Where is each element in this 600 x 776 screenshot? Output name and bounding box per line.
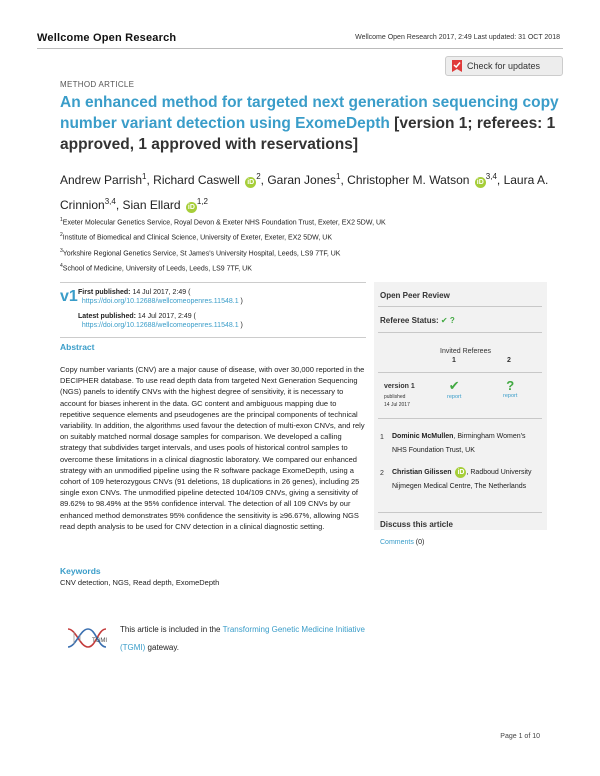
gateway-link[interactable]: Transforming Genetic Medicine Initiative (TGMI): [120, 625, 366, 652]
first-published: First published: 14 Jul 2017, 2:49 ( https://doi.org/10.12688/wellcomeopenres.11548.1 ): [78, 289, 243, 305]
tgmi-logo-icon[interactable]: [66, 623, 112, 653]
title-main: An enhanced method for targeted next generation sequencing copy number variant detection using ExomeDepth: [60, 94, 559, 132]
affiliations: [60, 214, 510, 275]
author-sup: 2: [256, 172, 261, 181]
comments-link[interactable]: Comments: [380, 539, 414, 546]
journal-brand: Wellcome Open Research: [37, 32, 177, 44]
pub-bottom-divider: [60, 337, 366, 338]
referee-number: 2: [380, 470, 384, 477]
keywords-heading: Keywords: [60, 566, 101, 576]
keywords-text: CNV detection, NGS, Read depth, ExomeDepth: [60, 578, 220, 587]
affiliation: $^1$Exeter Molecular Genetics Service, Royal Devon & Exeter NHS Foundation Trust, Exeter, EX2 5DW, UK: [60, 217, 386, 227]
reservations-icon: ?: [449, 316, 455, 325]
crossmark-icon: [452, 60, 462, 72]
report-1[interactable]: [447, 378, 461, 400]
author-name[interactable]: Richard Caswell: [153, 173, 240, 187]
version-row-label: version 1: [384, 383, 415, 390]
author-name[interactable]: Andrew Parrish: [60, 173, 143, 187]
orcid-icon[interactable]: iD: [457, 469, 465, 476]
author-sup: 1: [336, 172, 341, 181]
affiliation: $^2$Institute of Biomedical and Clinical Science, University of Exeter, Exeter, EX2 5DW, UK: [60, 232, 333, 242]
referee-name[interactable]: Dominic McMullen: [392, 433, 454, 440]
referee-entry: Dominic McMullen, Birmingham Women's NHS Foundation Trust, UK: [392, 433, 526, 454]
approved-check-icon: ✔: [448, 378, 460, 393]
author-name[interactable]: Garan Jones: [267, 173, 337, 187]
author-list: Andrew Parrish$^1$, Richard Caswell $iD^2$, Garan Jones$^1$, Christopher M. Watson iD$^{3,4}$, Laura A. Crinnion$^{3,4}$, Sian Ellard iD$^{1,2}$: [60, 172, 549, 212]
comments-count: (0): [413, 539, 425, 546]
orcid-icon[interactable]: iD: [476, 179, 484, 186]
latest-published: Latest published: 14 Jul 2017, 2:49 ( https://doi.org/10.12688/wellcomeopenres.11548.1 ): [78, 313, 243, 329]
panel-divider: [378, 306, 542, 307]
affiliation: $^4$School of Medicine, University of Leeds, Leeds, LS9 7TF, UK: [60, 262, 252, 273]
referee-status: Referee Status: ✔ ?: [380, 316, 455, 325]
author-sup: 3,4: [104, 197, 116, 206]
abstract-text: Copy number variants (CNV) are a major cause of disease, with over 30,000 reported in the DECIPHER database. To use read depth data from targeted Next Generation Sequencing (NGS) panels to identify CNVs with the highest degree of sensitivity, it is necessary to account for biases inherent in the data. GC content and ambiguous mapping due to repetitive sequence elements and pseudogenes are the principal components of technical variability. In addition, the algorithms used favour the detection of multi-exon CNVs, and rely on suitably matched normal dosage samples for comparison. We developed a calling strategy that subdivides target intervals, and uses pools of historical control samples to overcome these limitations in a clinical diagnostic laboratory. We compared our enhanced strategy with an unmodified pipeline using the R software package ExomeDepth, using a cohort of 109 heterozygous CNVs (91 deletions, 18 duplications in 26 genes), including 25 single exon CNVs. The unmodified pipeline detected 104/109 CNVs, giving a sensitivity of 89.62% to 98.49% at the 95% confidence interval. The detection of all 109 CNVs by our enhanced method demonstrates 95% confidence the sensitivity is ≥96.67%, allowing NGS read depth analysis to be used for CNV detection in a clinical diagnostic setting.: [60, 365, 365, 531]
discuss-heading: Discuss this article: [380, 520, 453, 529]
version-published-label: published: [384, 394, 406, 400]
referee-name[interactable]: Christian Gilissen: [392, 469, 452, 476]
check-for-updates-button[interactable]: [445, 56, 563, 76]
referee-number: 1: [380, 434, 384, 441]
page-number: Page 1 of 10: [500, 733, 540, 740]
referee-col-1: 1: [452, 357, 456, 364]
check-for-updates-label: Check for updates: [467, 61, 541, 71]
header-divider: [37, 48, 563, 49]
referee-col-2: 2: [507, 357, 511, 364]
first-doi-link[interactable]: https://doi.org/10.12688/wellcomeopenres.11548.1: [81, 298, 239, 305]
affiliation: $^3$Yorkshire Regional Genetics Service, St James's University Hospital, Leeds, LS9 7TF, UK: [60, 247, 341, 257]
author-sup: 3,4: [485, 172, 497, 181]
article-type: METHOD ARTICLE: [60, 80, 135, 89]
article-title: [60, 92, 560, 155]
panel-divider: [378, 372, 542, 373]
latest-doi-link[interactable]: https://doi.org/10.12688/wellcomeopenres.11548.1: [81, 322, 239, 329]
author-sup: 1,2: [196, 197, 208, 206]
reservations-question-icon: ?: [506, 378, 515, 393]
version-label: v1: [60, 288, 78, 305]
report-2[interactable]: [503, 378, 517, 399]
panel-divider: [378, 418, 542, 419]
approved-icon: ✔: [440, 316, 448, 325]
report-1-link[interactable]: report: [447, 394, 462, 400]
author-name[interactable]: Sian Ellard: [122, 198, 181, 212]
header-meta: Wellcome Open Research 2017, 2:49 Last updated: 31 OCT 2018: [355, 34, 560, 41]
tgmi-logo-text: TGMI: [92, 638, 107, 644]
gateway-note: This article is included in the Transforming Genetic Medicine Initiative (TGMI) gateway.: [120, 625, 366, 652]
peer-review-heading: Open Peer Review: [380, 291, 450, 300]
orcid-icon[interactable]: iD: [187, 204, 195, 211]
comments-line: [380, 539, 424, 546]
pub-top-divider: [60, 282, 366, 283]
orcid-icon[interactable]: iD: [247, 179, 255, 186]
invited-referees-heading: Invited Referees: [440, 348, 491, 355]
report-2-link[interactable]: report: [503, 393, 518, 399]
version-date: 14 Jul 2017: [384, 402, 410, 408]
panel-divider: [378, 332, 542, 333]
referee-entry: Christian Gilissen iD , Radboud University Nijmegen Medical Centre, The Netherlands: [392, 469, 532, 490]
author-name[interactable]: Christopher M. Watson: [347, 173, 470, 187]
panel-divider: [378, 512, 542, 513]
abstract-heading: Abstract: [60, 342, 95, 352]
title-version: [version 1; referees: 1 approved, 1 approved with reservations]: [60, 115, 556, 153]
author-sup: 1: [142, 172, 147, 181]
author-name[interactable]: Laura A. Crinnion: [60, 173, 549, 212]
